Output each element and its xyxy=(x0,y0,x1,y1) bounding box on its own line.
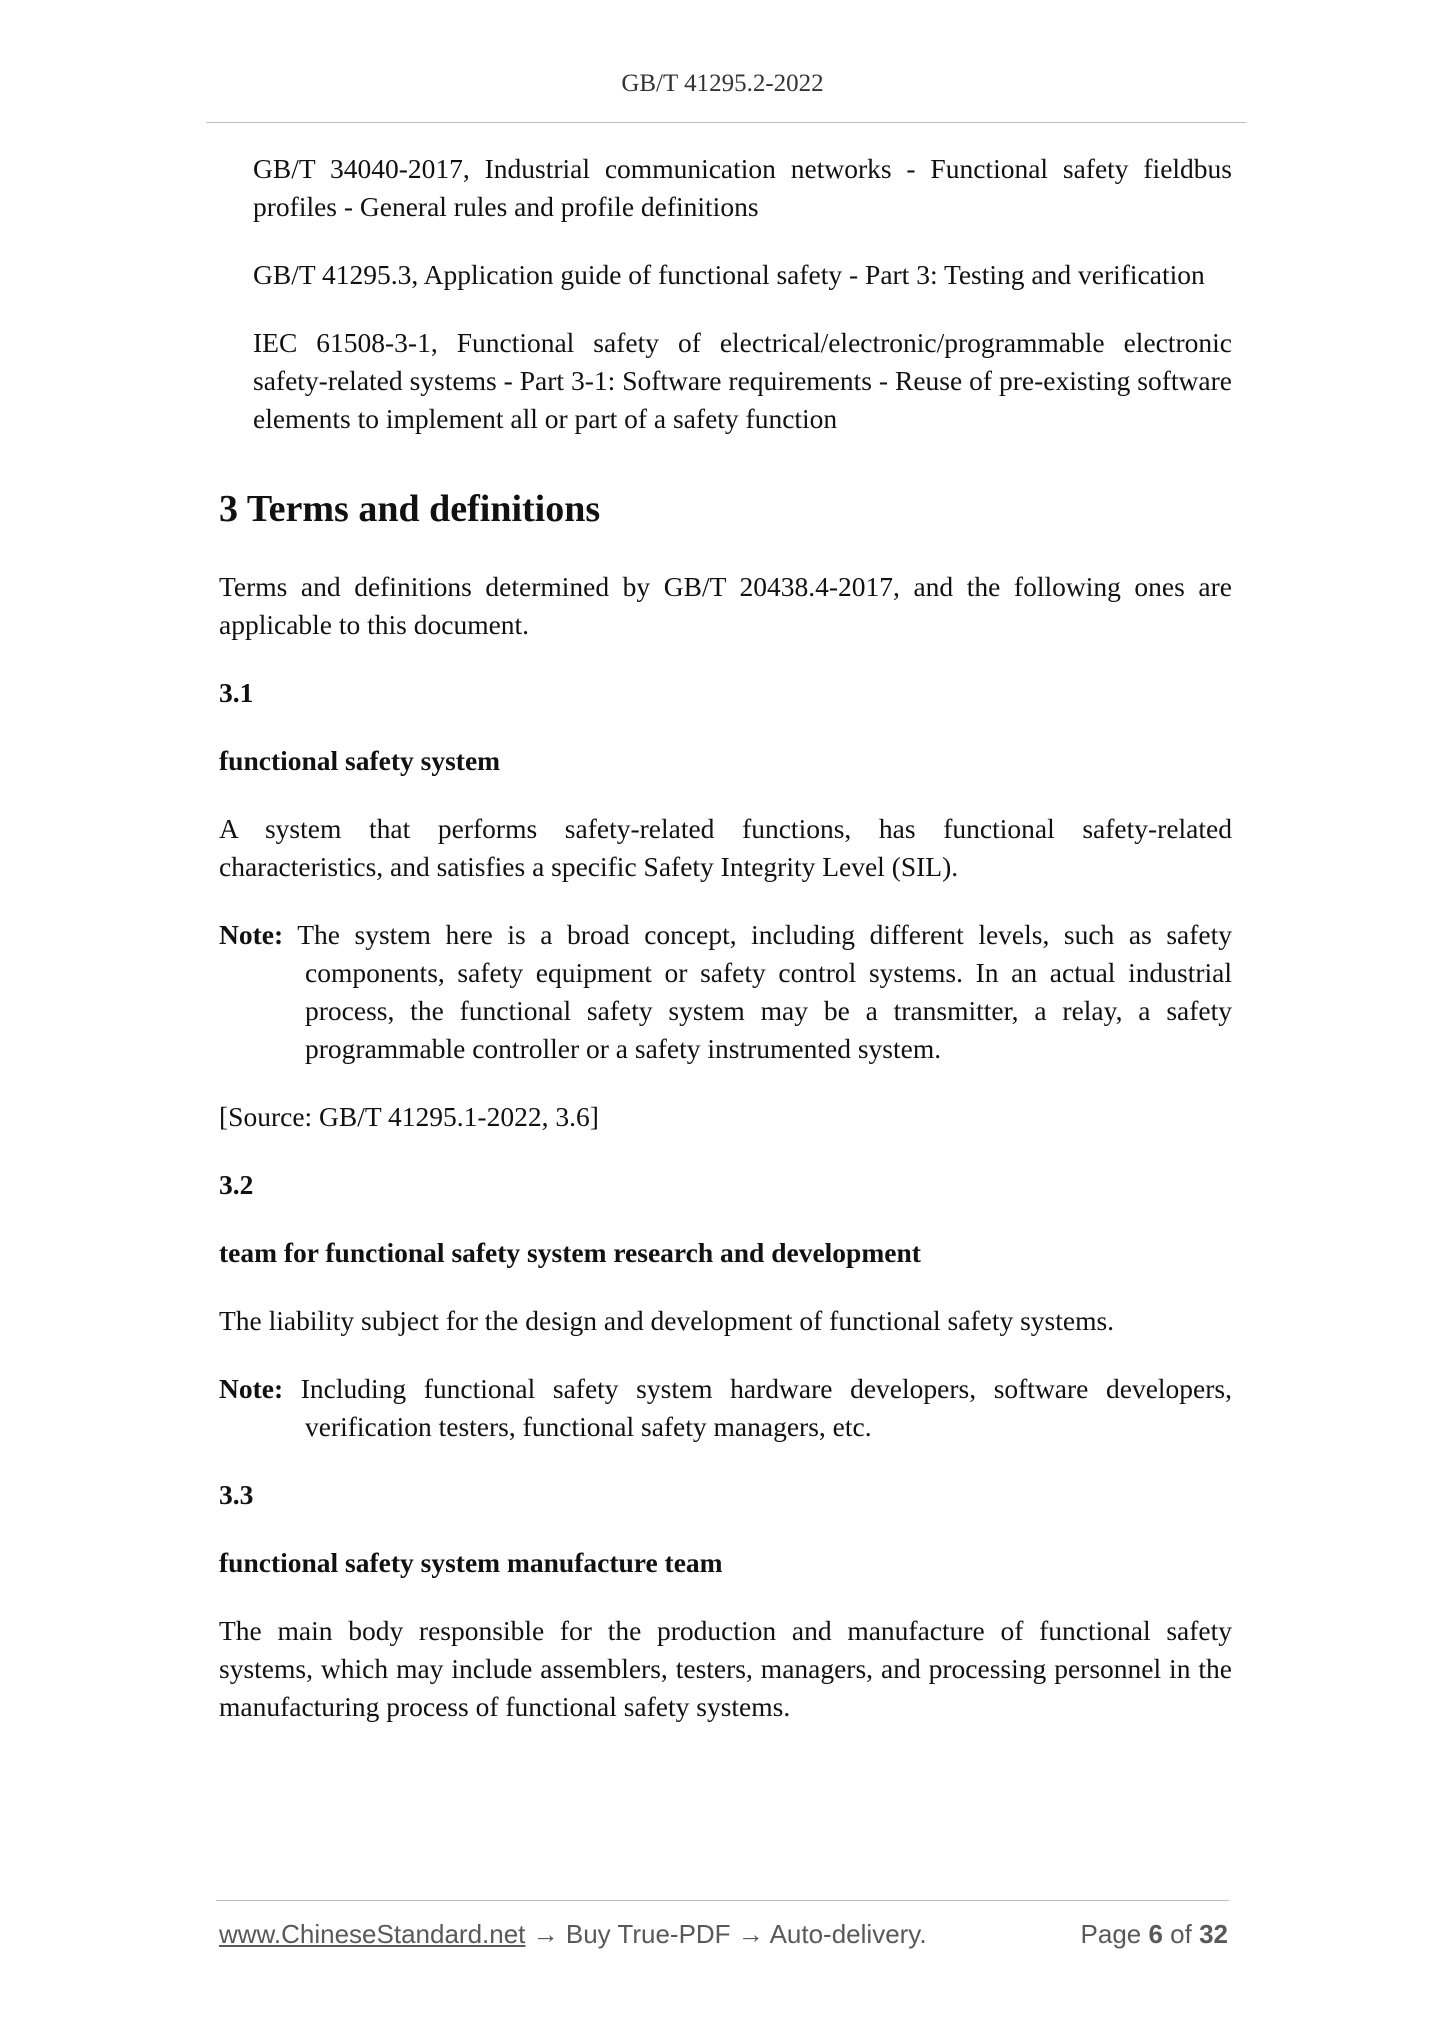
website-link[interactable]: www.ChineseStandard.net xyxy=(219,1919,526,1949)
footer-divider xyxy=(216,1900,1229,1901)
term-definition: The main body responsible for the production and manufacture of functional safety systems, which may include assemblers, testers, managers, and processing personnel in the manufacturing process of functional safety systems. xyxy=(219,1615,1232,1722)
note-text: The system here is a broad concept, including different levels, such as safety components, safety equipment or safety control systems. In an actual industrial process, the functional safety system may be a transmitter, a relay, a safety programmable controller or a safety instrumented system. xyxy=(297,919,1232,1064)
term-note xyxy=(219,916,1232,1068)
footer-tagline: → Buy True-PDF → Auto-delivery. xyxy=(525,1919,927,1949)
term-3-2 xyxy=(219,1166,1232,1446)
reference-list xyxy=(219,150,1232,438)
term-definition: A system that performs safety-related functions, has functional safety-related characteristics, and satisfies a specific Safety Integrity Level (SIL). xyxy=(219,813,1232,882)
page-of: of xyxy=(1162,1919,1200,1949)
page-content xyxy=(219,150,1232,1756)
note-label: Note: xyxy=(219,1373,284,1404)
term-note xyxy=(219,1370,1232,1446)
page-current: 6 xyxy=(1148,1919,1163,1949)
document-id: GB/T 41295.2-2022 xyxy=(621,70,824,97)
term-title: functional safety system manufacture team xyxy=(219,1547,723,1578)
reference-item: IEC 61508-3-1, Functional safety of electrical/electronic/programmable electronic safety-related systems - Part 3-1: Software requirements - Reuse of pre-existing software elements to implement all or part of a safety function xyxy=(253,327,1232,434)
term-source: [Source: GB/T 41295.1-2022, 3.6] xyxy=(219,1101,599,1132)
page-indicator xyxy=(1081,1917,1228,1951)
section-intro: Terms and definitions determined by GB/T 20438.4-2017, and the following ones are applicable to this document. xyxy=(219,571,1232,640)
term-number: 3.3 xyxy=(219,1479,254,1510)
note-text: Including functional safety system hardware developers, software developers, verification testers, functional safety managers, etc. xyxy=(300,1373,1232,1442)
note-label: Note: xyxy=(219,919,284,950)
term-number: 3.1 xyxy=(219,677,254,708)
reference-item: GB/T 34040-2017, Industrial communication networks - Functional safety fieldbus profiles - General rules and profile definitions xyxy=(253,153,1232,222)
term-3-3 xyxy=(219,1476,1232,1726)
section-heading: 3 Terms and definitions xyxy=(219,488,601,530)
term-definition: The liability subject for the design and development of functional safety systems. xyxy=(219,1305,1115,1336)
term-3-1 xyxy=(219,674,1232,1136)
header-divider xyxy=(206,122,1246,123)
term-title: functional safety system xyxy=(219,745,501,776)
document-header xyxy=(0,70,1445,98)
term-title: team for functional safety system research and development xyxy=(219,1237,921,1268)
reference-item: GB/T 41295.3, Application guide of functional safety - Part 3: Testing and verification xyxy=(253,259,1205,290)
page-total: 32 xyxy=(1199,1919,1228,1949)
term-number: 3.2 xyxy=(219,1169,254,1200)
page-prefix: Page xyxy=(1080,1919,1149,1949)
page-footer xyxy=(219,1917,1228,1951)
